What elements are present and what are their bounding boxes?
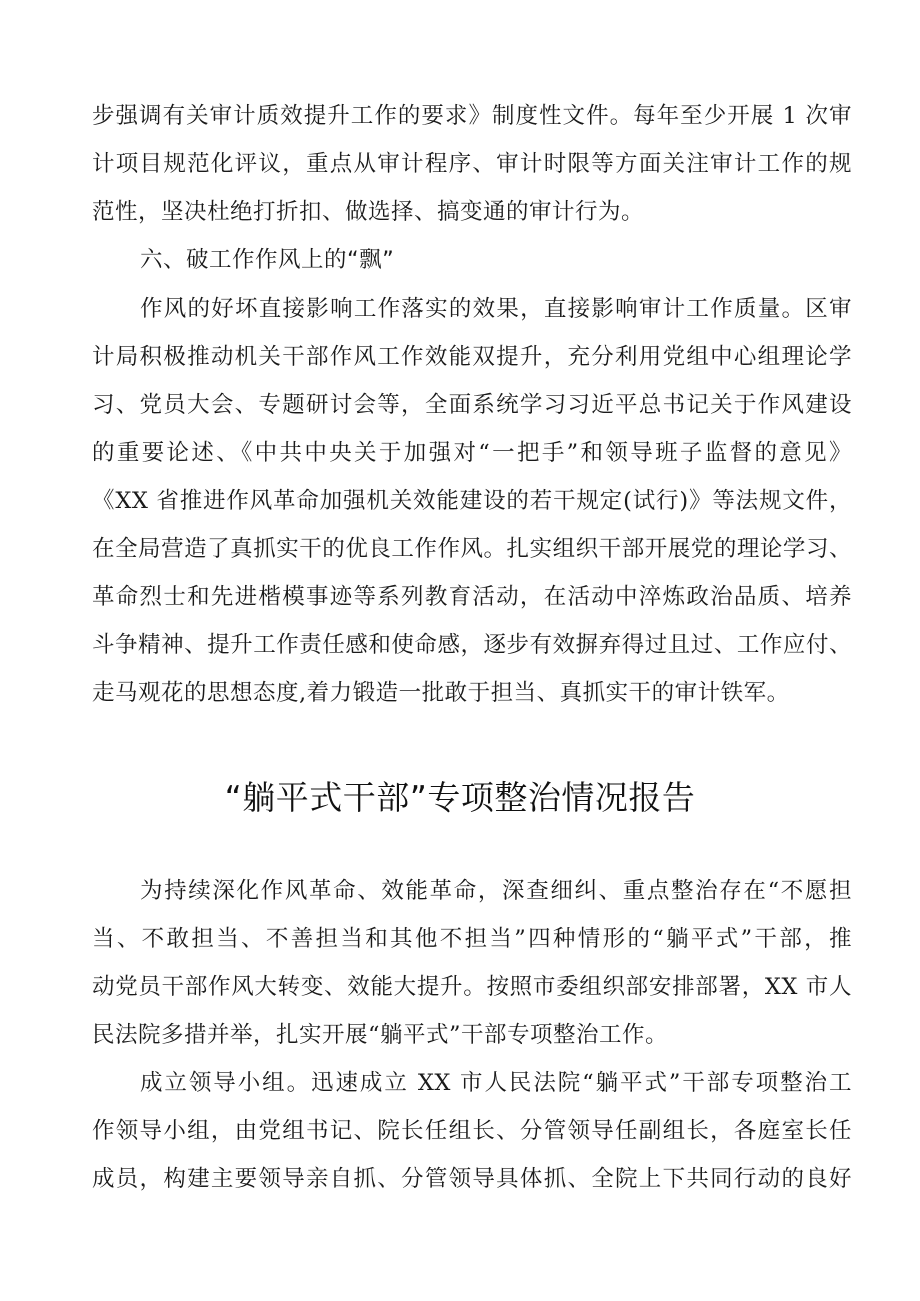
paragraph-line: 计项目规范化评议，重点从审计程序、审计时限等方面关注审计工作的规 (92, 151, 852, 177)
section-heading: 六、破工作作风上的“飘” (140, 247, 395, 273)
paragraph-line: 民法院多措并举，扎实开展“躺平式”干部专项整治工作。 (92, 1022, 669, 1048)
paragraph-line: 走马观花的思想态度,着力锻造一批敢于担当、真抓实干的审计铁军。 (92, 680, 790, 706)
paragraph-line: 革命烈士和先进楷模事迹等系列教育活动，在活动中淬炼政治品质、培养 (92, 584, 852, 610)
paragraph-line: 步强调有关审计质效提升工作的要求》制度性文件。每年至少开展 1 次审 (92, 103, 852, 129)
paragraph-line: 当、不敢担当、不善担当和其他不担当”四种情形的“躺平式”干部，推 (92, 926, 852, 952)
paragraph-line: 成员，构建主要领导亲自抓、分管领导具体抓、全院上下共同行动的良好 (92, 1166, 852, 1192)
paragraph-line: 作领导小组，由党组书记、院长任组长、分管领导任副组长，各庭室长任 (92, 1118, 852, 1144)
paragraph-line: 成立领导小组。迅速成立 XX 市人民法院“躺平式”干部专项整治工 (140, 1070, 852, 1096)
paragraph-line: 范性，坚决杜绝打折扣、做选择、搞变通的审计行为。 (92, 199, 645, 225)
paragraph-line: 斗争精神、提升工作责任感和使命感，逐步有效摒弃得过且过、工作应付、 (92, 632, 852, 658)
paragraph-line: 的重要论述、《中共中央关于加强对“一把手”和领导班子监督的意见》 (92, 440, 852, 466)
paragraph-line: 作风的好坏直接影响工作落实的效果，直接影响审计工作质量。区审 (140, 296, 852, 322)
paragraph-line: 为持续深化作风革命、效能革命，深查细纠、重点整治存在“不愿担 (140, 878, 852, 904)
paragraph-line: 《XX 省推进作风革命加强机关效能建设的若干规定(试行)》等法规文件， (92, 488, 852, 514)
paragraph-line: 在全局营造了真抓实干的优良工作作风。扎实组织干部开展党的理论学习、 (92, 536, 852, 562)
paragraph-line: 习、党员大会、专题研讨会等，全面系统学习习近平总书记关于作风建设 (92, 392, 852, 418)
paragraph-line: 动党员干部作风大转变、效能大提升。按照市委组织部安排部署，XX 市人 (92, 974, 852, 1000)
report-title: “躺平式干部”专项整治情况报告 (224, 778, 696, 817)
paragraph-line: 计局积极推动机关干部作风工作效能双提升，充分利用党组中心组理论学 (92, 344, 852, 370)
